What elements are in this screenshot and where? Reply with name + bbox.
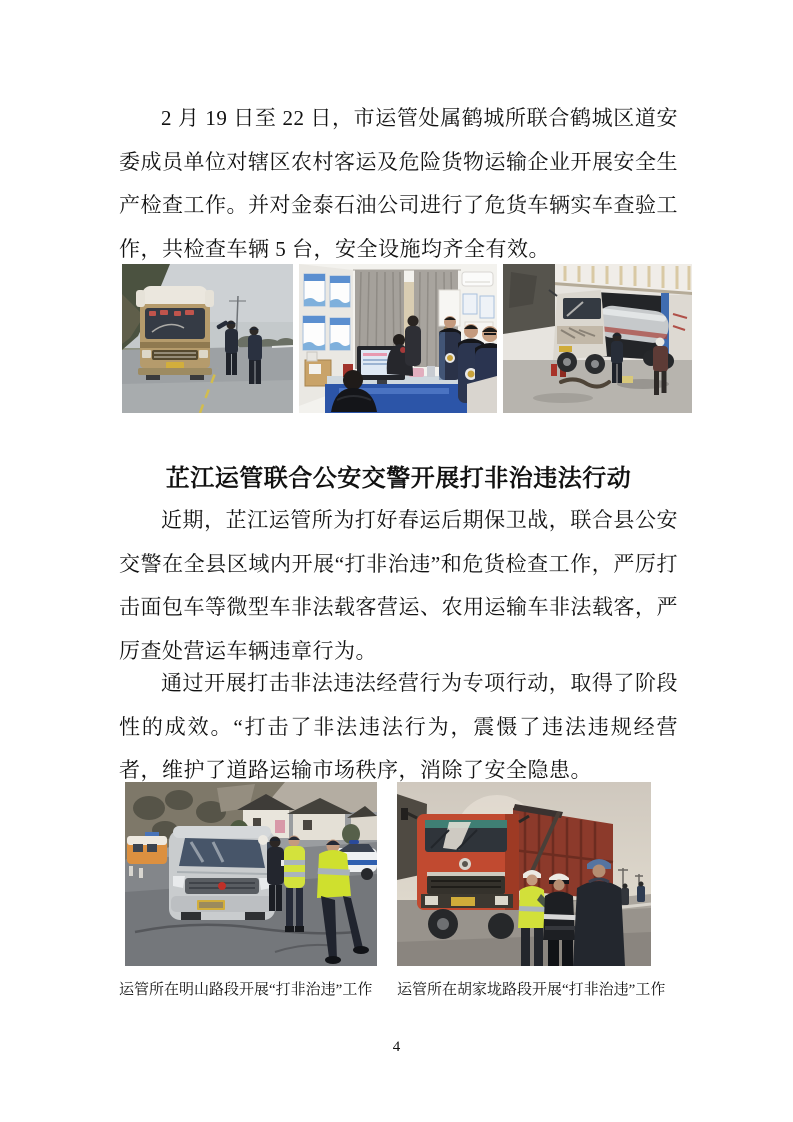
photo-bus-inspection [122, 264, 293, 413]
photo-tanker-inspection [503, 264, 692, 413]
photo-office-inspection [299, 264, 497, 413]
photo-red-truck-check [397, 782, 651, 966]
page-number: 4 [392, 1039, 401, 1055]
air-conditioner [462, 272, 493, 286]
photo-row-top [122, 264, 692, 413]
photo-minivan-check [125, 782, 377, 966]
photo-caption-right: 运管所在胡家垅路段开展“打非治违”工作 [397, 982, 666, 998]
article2-paragraph-1: 近期，芷江运管所为打好春运后期保卫战，联合县公安交警在全县区域内开展“打非治违”和危货检查工作，严厉打击面包车等微型车非法载客营运、农用运输车非法载客，严厉查处营运车辆违章行为。 [119, 508, 678, 663]
article2-paragraph-2: 通过开展打击非法违法经营行为专项行动，取得了阶段性的成效。“打击了非法违法行为，震慑了违法违规经营者，维护了道路运输市场秩序，消除了安全隐患。 [119, 671, 678, 782]
photo-caption-left: 运管所在明山路段开展“打非治违”工作 [119, 982, 373, 998]
article2-title: 芷江运管联合公安交警开展打非治违法行动 [165, 465, 632, 492]
bus [136, 286, 214, 380]
photo-row-bottom [125, 782, 651, 966]
article1-paragraph: 2 月 19 日至 22 日，市运管处属鹤城所联合鹤城区道安委成员单位对辖区农村客运及危险货物运输企业开展安全生产检查工作。并对金泰石油公司进行了危货车辆实车查验工作，共检查车辆 5 台，安全设施均齐全有效。 [119, 106, 678, 261]
